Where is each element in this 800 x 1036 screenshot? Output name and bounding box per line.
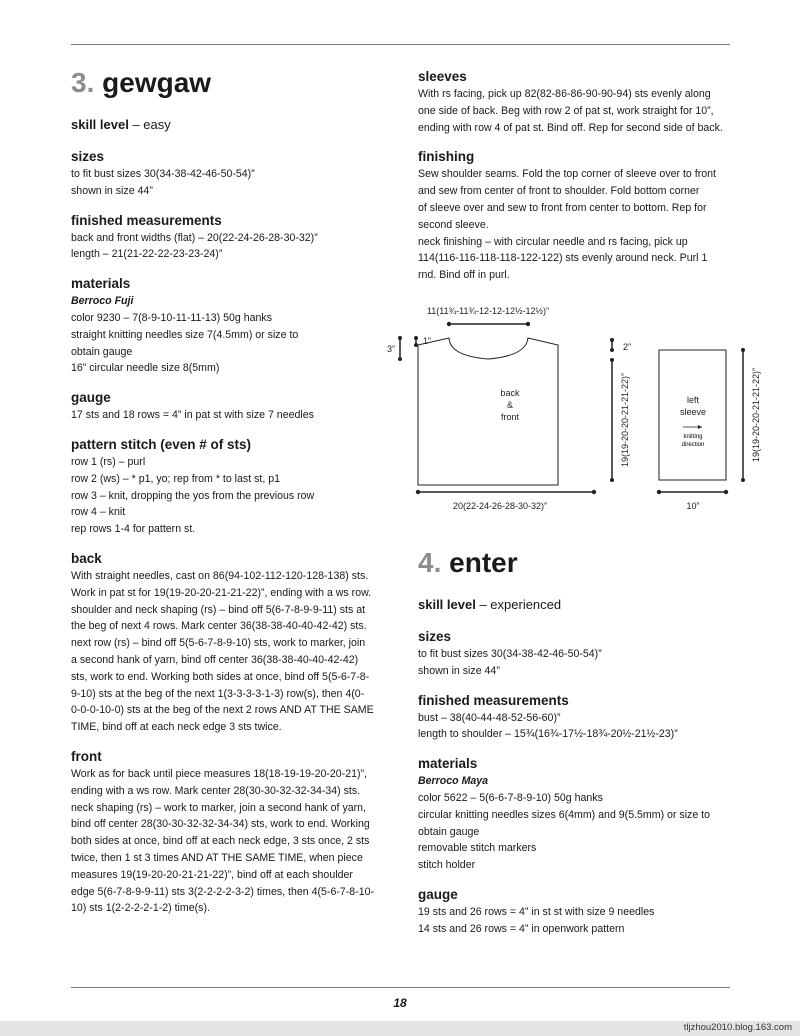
right-column-enter xyxy=(418,546,738,938)
dim-dot xyxy=(610,358,614,362)
piece-label-front: front xyxy=(500,412,520,422)
dim-body-length: 19(19-20-20-21-21-22)” xyxy=(620,372,630,468)
materials-text: color 9230 – 7(8-9-10-11-11-13) 50g hanks straight knitting needles size 7(4.5mm) or size to obtain gauge 16” circular needle size 8(5mm) xyxy=(71,311,299,375)
pattern-title-gewgaw xyxy=(71,66,396,100)
dim-dot xyxy=(741,348,745,352)
yarn-name: Berroco Maya xyxy=(418,775,489,788)
dim-top-width: 11(11¾-11¾-12-12-12½-12½)” xyxy=(426,306,550,316)
knitting-direction-2: direction xyxy=(681,442,705,448)
dim-dot xyxy=(657,490,661,494)
gauge-text: 19 sts and 26 rows = 4” in st st with size 9 needles 14 sts and 26 rows = 4” in openwork pattern xyxy=(418,905,655,935)
skill-value: – easy xyxy=(132,117,171,132)
arrow-head xyxy=(698,425,702,429)
left-column xyxy=(71,66,396,917)
dim-dot xyxy=(416,490,420,494)
dim-dot xyxy=(447,322,451,326)
schematic-diagram xyxy=(380,300,770,520)
finishing-text: Sew shoulder seams. Fold the top corner of sleeve over to front and sew from center of front to shoulder. Fold bottom corner of sleeve over and sew to front from center to bottom. Rep for second sleeve. neck finishing – with circular needle and rs facing, pick up 114(116-116-118-118-122-122) sts evenly around neck. Purl 1 rnd. Bind off in purl. xyxy=(418,168,716,282)
dim-dot xyxy=(526,322,530,326)
dim-dot xyxy=(724,490,728,494)
measurements-heading: finished measurements xyxy=(71,212,222,228)
back-heading: back xyxy=(71,550,102,566)
gauge-heading: gauge xyxy=(71,390,111,406)
gauge-heading: gauge xyxy=(418,886,458,902)
skill-level xyxy=(71,116,396,134)
pattern-name: gewgaw xyxy=(102,67,212,98)
dim-dot xyxy=(610,478,614,482)
dim-neck-depth: 3” xyxy=(387,344,396,354)
piece-label-back: back xyxy=(500,388,520,398)
materials-heading: materials xyxy=(418,756,478,772)
skill-label: skill level xyxy=(71,117,129,132)
dim-dot xyxy=(610,338,614,342)
dim-shoulder-drop: 1” xyxy=(423,336,432,346)
sleeves-text: With rs facing, pick up 82(82-86-86-90-90-94) sts evenly along one side of back. Beg with row 2 of pat st, work straight for 10”, ending with row 4 of pat st. Bind off. Rep for second side of back. xyxy=(418,88,723,134)
gauge-text: 17 sts and 18 rows = 4” in pat st with size 7 needles xyxy=(71,409,314,422)
yarn-name: Berroco Fuji xyxy=(71,295,134,308)
dim-dot xyxy=(398,336,402,340)
measurements-text: bust – 38(40-44-48-52-56-60)” length to shoulder – 15¾(16¾-17½-18¾-20½-21½-23)” xyxy=(418,711,678,741)
right-column xyxy=(418,68,738,284)
knitting-direction-1: knitting xyxy=(683,434,703,440)
dim-sleeve-length: 19(19-20-20-21-21-22)” xyxy=(751,367,761,463)
dim-dot xyxy=(414,343,418,347)
front-heading: front xyxy=(71,748,102,764)
pattern-number: 3. xyxy=(71,67,95,98)
top-rule xyxy=(71,44,730,45)
pattern-stitch-heading: pattern stitch (even # of sts) xyxy=(71,436,252,452)
watermark-bar xyxy=(0,1021,800,1036)
skill-label: skill level xyxy=(418,597,476,612)
pattern-stitch-text: row 1 (rs) – purl row 2 (ws) – * p1, yo; rep from * to last st, p1 row 3 – knit, dropping the yos from the previous row row 4 – knit rep rows 1-4 for pattern st. xyxy=(71,455,315,536)
sleeves-heading: sleeves xyxy=(418,69,467,84)
skill-value: – experienced xyxy=(479,597,562,612)
materials-text: color 5622 – 5(6-6-7-8-9-10) 50g hanks circular knitting needles sizes 6(4mm) and 9(5.5mm) or size to obtain gauge removable stitch markers stitch holder xyxy=(418,791,711,872)
dim-dot xyxy=(741,478,745,482)
sizes-heading: sizes xyxy=(71,149,105,164)
bottom-rule xyxy=(71,987,730,988)
sizes-heading: sizes xyxy=(418,629,452,644)
dim-bottom-width: 20(22-24-26-28-30-32)” xyxy=(452,501,548,511)
dim-dot xyxy=(414,336,418,340)
dim-dot xyxy=(592,490,596,494)
dim-dot xyxy=(398,357,402,361)
measurements-text: back and front widths (flat) – 20(22-24-26-28-30-32)” length – 21(21-22-22-23-23-24)” xyxy=(71,231,318,261)
sizes-text: to fit bust sizes 30(34-38-42-46-50-54)” shown in size 44” xyxy=(418,648,602,677)
pattern-name: enter xyxy=(449,547,518,578)
sizes-text: to fit bust sizes 30(34-38-42-46-50-54)” shown in size 44” xyxy=(71,168,255,197)
watermark-text: tljzhou2010.blog.163.com xyxy=(683,1022,792,1033)
dim-sleeve-width: 10” xyxy=(686,501,700,511)
sleeve-label-left: left xyxy=(686,395,700,405)
pattern-title-enter xyxy=(418,546,738,580)
piece-label-amp: & xyxy=(506,400,514,410)
dim-dot xyxy=(610,348,614,352)
body-outline xyxy=(418,338,558,485)
sleeve-label-sleeve: sleeve xyxy=(679,407,707,417)
finishing-heading: finishing xyxy=(418,149,475,165)
measurements-heading: finished measurements xyxy=(418,692,569,708)
materials-heading: materials xyxy=(71,276,131,292)
page-number: 18 xyxy=(393,996,407,1010)
dim-side-top: 2” xyxy=(623,342,632,352)
back-text: With straight needles, cast on 86(94-102-112-120-128-138) sts. Work in pat st for 19(19-20-20-21-21-22)”, ending with a ws row. shoulder and neck shaping (rs) – bind off 5(6-7-8-9-9-11) sts at the beg of next 4 rows. Mark center 36(38-38-40-40-42-42) sts. next row (rs) – bind off 5(5-6-7-8-9-10) sts, work to marker, join a second hank of yarn, bind off center 36(38-38-40-40-42-42) sts, work to end. Working both sides at once, bind off 5(5-6-7-8- 9-10) sts at the beg of the next 1(3-3-3-3-1-3) row(s), then 4(0- 0-0-0-10-0) sts at the beg of the next 2 rows AND AT THE SAME TIME, bind off at each neck edge 3 sts twice. xyxy=(71,569,374,734)
front-text: Work as for back until piece measures 18(18-19-19-20-20-21)”, ending with a ws row. Mark center 28(30-30-32-32-34-34) sts. neck shaping (rs) – work to marker, join a second hank of yarn, bind off center 28(30-30-32-32-34-34) sts, work to end. Working both sides at once, bind off at each neck edge, 3 sts once, 2 sts twice, then 1 st 3 times AND AT THE SAME TIME, when piece measures 19(19-20-20-21-21-22)”, bind off at each shoulder edge 5(6-7-8-9-9-11) sts 3(2-2-2-2-3-2) times, then 4(5-6-7-8-10- 10) sts 1(2-2-2-2-1-2) time(s). xyxy=(71,767,375,915)
skill-level xyxy=(418,596,738,614)
pattern-number: 4. xyxy=(418,547,442,578)
